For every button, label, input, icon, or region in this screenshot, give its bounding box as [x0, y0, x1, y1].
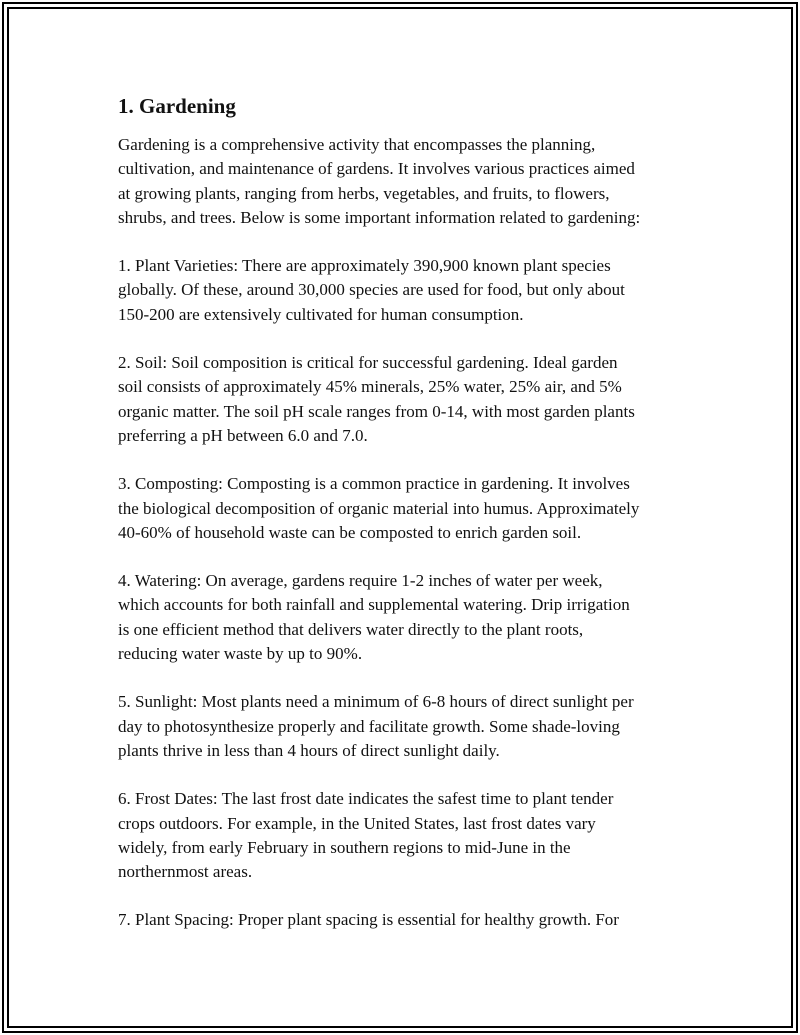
- text-line: 1. Plant Varieties: There are approximately 390,900 known plant species: [118, 256, 611, 276]
- text-line: cultivation, and maintenance of gardens. It involves various practices aimed: [118, 159, 635, 179]
- text-line: 7. Plant Spacing: Proper plant spacing is essential for healthy growth. For: [118, 910, 619, 930]
- text-line: reducing water waste by up to 90%.: [118, 644, 363, 664]
- text-line: soil consists of approximately 45% minerals, 25% water, 25% air, and 5%: [118, 377, 622, 397]
- paragraph-frost-dates: [118, 787, 690, 884]
- text-line: is one efficient method that delivers water directly to the plant roots,: [118, 619, 584, 639]
- paragraph-plant-spacing: [118, 908, 690, 932]
- paragraph-plant-varieties: [118, 254, 690, 327]
- text-line: 4. Watering: On average, gardens require 1-2 inches of water per week,: [118, 571, 603, 591]
- text-line: 2. Soil: Soil composition is critical for successful gardening. Ideal garden: [118, 353, 618, 373]
- document-body: [118, 93, 690, 957]
- text-line: the biological decomposition of organic material into humus. Approximately: [118, 498, 640, 518]
- text-line: 150-200 are extensively cultivated for human consumption.: [118, 304, 524, 324]
- text-line: northernmost areas.: [118, 862, 253, 882]
- text-line: widely, from early February in southern regions to mid-June in the: [118, 837, 571, 857]
- text-line: which accounts for both rainfall and supplemental watering. Drip irrigation: [118, 595, 630, 615]
- text-line: globally. Of these, around 30,000 species are used for food, but only about: [118, 280, 625, 300]
- text-line: 6. Frost Dates: The last frost date indicates the safest time to plant tender: [118, 789, 614, 809]
- text-line: day to photosynthesize properly and facilitate growth. Some shade-loving: [118, 716, 620, 736]
- text-line: preferring a pH between 6.0 and 7.0.: [118, 425, 368, 445]
- paragraph-watering: [118, 569, 690, 666]
- section-heading: 1. Gardening: [118, 94, 236, 118]
- text-line: 3. Composting: Composting is a common practice in gardening. It involves: [118, 474, 630, 494]
- text-line: Gardening is a comprehensive activity that encompasses the planning,: [118, 135, 596, 154]
- text-line: 5. Sunlight: Most plants need a minimum of 6-8 hours of direct sunlight per: [118, 692, 634, 712]
- text-line: at growing plants, ranging from herbs, vegetables, and fruits, to flowers,: [118, 183, 610, 203]
- text-line: crops outdoors. For example, in the United States, last frost dates vary: [118, 813, 596, 833]
- paragraph-sunlight: [118, 690, 690, 763]
- paragraph-composting: [118, 472, 690, 545]
- text-line: organic matter. The soil pH scale ranges from 0-14, with most garden plants: [118, 401, 635, 421]
- paragraph-soil: [118, 351, 690, 448]
- text-line: shrubs, and trees. Below is some important information related to gardening:: [118, 207, 641, 227]
- text-line: plants thrive in less than 4 hours of direct sunlight daily.: [118, 740, 500, 760]
- text-line: 40-60% of household waste can be composted to enrich garden soil.: [118, 522, 582, 542]
- paragraph-intro: [118, 133, 690, 230]
